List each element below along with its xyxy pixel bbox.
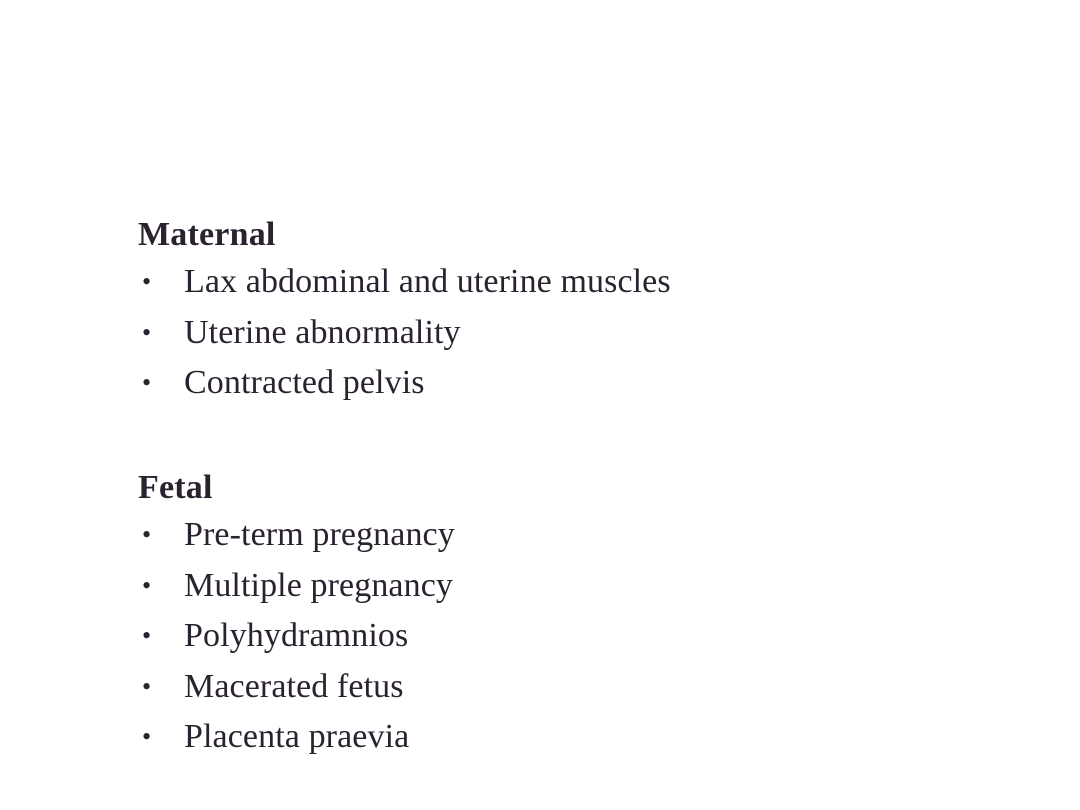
maternal-section bbox=[138, 213, 671, 409]
maternal-list bbox=[138, 257, 671, 409]
section-heading-maternal: Maternal bbox=[138, 216, 276, 253]
list-item bbox=[138, 611, 455, 662]
list-item-text: Lax abdominal and uterine muscles bbox=[184, 263, 671, 300]
fetal-section bbox=[138, 466, 455, 763]
list-item-text: Polyhydramnios bbox=[184, 617, 409, 654]
list-item-text: Contracted pelvis bbox=[184, 364, 425, 401]
bullet-icon: • bbox=[142, 570, 152, 600]
list-item-text: Placenta praevia bbox=[184, 718, 410, 755]
list-item-text: Uterine abnormality bbox=[184, 313, 461, 351]
section-heading-fetal: Fetal bbox=[138, 469, 213, 506]
bullet-icon: • bbox=[142, 368, 152, 397]
bullet-icon: • bbox=[142, 671, 152, 701]
bullet-icon: • bbox=[142, 520, 152, 549]
bullet-icon: • bbox=[142, 621, 152, 650]
fetal-list bbox=[138, 510, 455, 763]
bullet-icon: • bbox=[142, 267, 152, 296]
list-item-text: Multiple pregnancy bbox=[184, 566, 454, 604]
list-item bbox=[138, 257, 671, 308]
list-item bbox=[138, 662, 455, 713]
bullet-icon: • bbox=[142, 317, 152, 347]
list-item bbox=[138, 510, 455, 561]
list-item bbox=[138, 358, 671, 409]
list-item bbox=[138, 561, 455, 612]
list-item bbox=[138, 712, 455, 763]
bullet-icon: • bbox=[142, 722, 152, 751]
list-item-text: Pre-term pregnancy bbox=[184, 516, 455, 553]
list-item bbox=[138, 308, 671, 359]
list-item-text: Macerated fetus bbox=[184, 667, 404, 705]
